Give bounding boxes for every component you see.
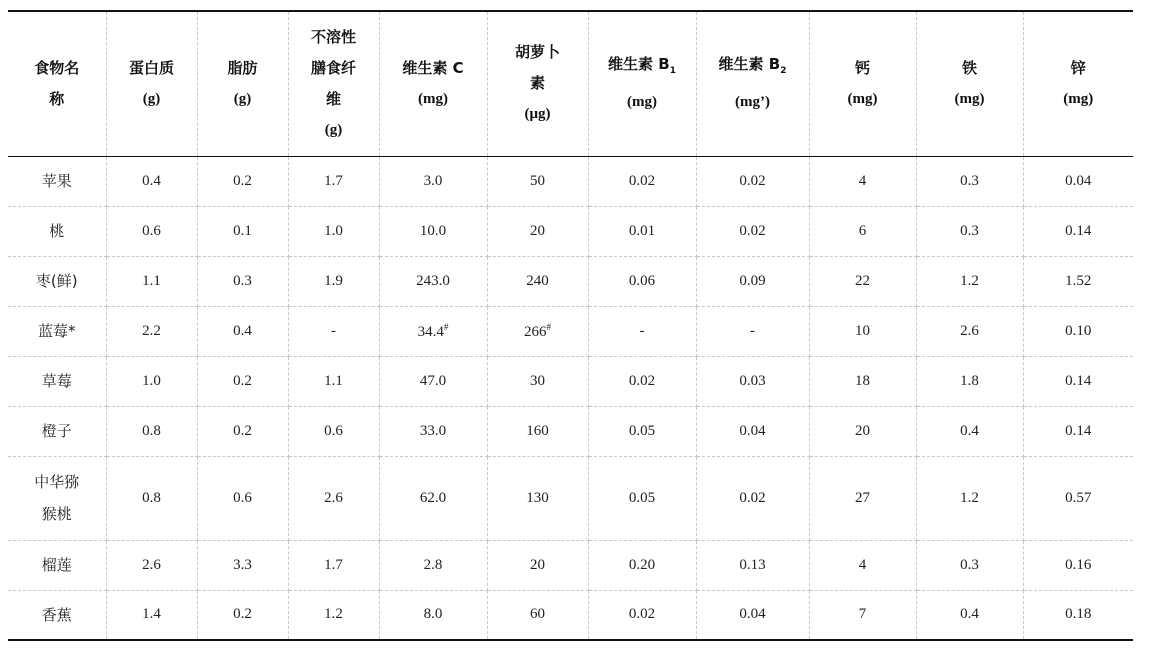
cell-value: 20 (530, 556, 545, 573)
value-cell (487, 256, 588, 306)
footnote-mark: # (546, 321, 551, 332)
food-name-cell (8, 356, 106, 406)
food-name-line: 榴莲 (41, 556, 72, 574)
value-cell (288, 590, 379, 640)
header-carotene-unit: (μg) (524, 106, 551, 123)
header-calcium-unit: (mg) (847, 90, 878, 107)
cell-value: 0.3 (960, 222, 979, 239)
cell-value: 0.14 (1065, 222, 1092, 239)
food-name-cell (8, 256, 106, 306)
value-cell (288, 356, 379, 406)
cell-value: 1.9 (324, 272, 343, 289)
value-cell (696, 590, 809, 640)
cell-value: - (750, 322, 755, 339)
value-cell (197, 540, 288, 590)
value-cell (588, 156, 696, 206)
cell-value: 0.04 (739, 422, 766, 439)
food-name-line: 枣(鲜) (35, 272, 78, 290)
cell-value: 1.7 (324, 172, 343, 189)
value-cell (588, 456, 696, 540)
value-cell (197, 256, 288, 306)
value-cell (288, 156, 379, 206)
value-cell (106, 406, 197, 456)
table-row (8, 206, 1133, 256)
header-calcium (809, 11, 916, 156)
cell-value: 0.3 (960, 556, 979, 573)
header-vitamin-c-unit: (mg) (418, 90, 448, 107)
value-cell (696, 156, 809, 206)
value-cell (1023, 456, 1133, 540)
value-cell (916, 540, 1023, 590)
header-fiber (288, 11, 379, 156)
cell-value: - (639, 322, 645, 339)
header-carotene-line: 素 (529, 74, 545, 93)
food-name-line: 中华猕 (34, 473, 80, 491)
cell-value: 18 (855, 372, 870, 389)
cell-value: 0.8 (142, 489, 161, 506)
header-vitamin-b1-main: 维生素 B (608, 55, 670, 74)
value-cell (379, 206, 487, 256)
cell-value: 1.4 (142, 606, 161, 623)
value-cell (696, 306, 809, 356)
cell-value: 1.7 (324, 556, 343, 573)
food-name-cell (8, 456, 106, 540)
cell-value: 0.02 (628, 606, 656, 623)
cell-value: 62.0 (419, 489, 447, 506)
cell-value: 0.4 (142, 172, 161, 189)
value-cell (696, 406, 809, 456)
value-cell (809, 256, 916, 306)
value-cell (809, 306, 916, 356)
header-protein-label: 蛋白质 (128, 58, 174, 77)
header-vitamin-b1-label (589, 49, 696, 87)
value-cell (1023, 406, 1133, 456)
header-vitamin-b2-label (697, 49, 809, 87)
value-cell (696, 356, 809, 406)
header-food-name (8, 11, 106, 156)
value-cell (1023, 256, 1133, 306)
value-cell (288, 406, 379, 456)
food-name-line: 苹果 (41, 172, 72, 190)
header-food-name-line: 食物名 (34, 58, 80, 77)
cell-value: 0.3 (960, 172, 979, 189)
cell-value: 4 (858, 172, 867, 189)
cell-value: 0.02 (739, 172, 766, 189)
cell-value: 1.2 (960, 489, 979, 506)
value-cell (197, 356, 288, 406)
value-cell (106, 540, 197, 590)
value-cell (916, 256, 1023, 306)
food-name-cell (8, 156, 106, 206)
value-cell (379, 256, 487, 306)
value-cell (197, 206, 288, 256)
cell-value: 6 (858, 222, 867, 239)
cell-value: - (331, 322, 336, 339)
cell-value: 0.05 (628, 489, 656, 506)
cell-value: 22 (855, 272, 870, 289)
value-cell (588, 540, 696, 590)
value-cell (588, 306, 696, 356)
cell-value: 1.0 (142, 372, 161, 389)
cell-value: 27 (855, 489, 870, 506)
cell-value: 0.6 (142, 222, 161, 239)
table-header (8, 11, 1133, 156)
value-cell (916, 156, 1023, 206)
cell-value: 2.6 (142, 556, 161, 573)
value-cell (696, 540, 809, 590)
value-cell (809, 590, 916, 640)
value-cell (1023, 356, 1133, 406)
food-name-cell (8, 590, 106, 640)
value-cell (487, 356, 588, 406)
cell-value: 0.02 (739, 222, 766, 239)
food-name-line: 橙子 (41, 422, 72, 440)
cell-value: 20 (530, 222, 545, 239)
header-fiber-line: 膳食纤 (310, 58, 356, 77)
value-cell (916, 206, 1023, 256)
value-cell (588, 356, 696, 406)
value-cell (696, 456, 809, 540)
cell-value: 1.2 (324, 606, 343, 623)
cell-value: 1.1 (142, 272, 161, 289)
value-cell (379, 456, 487, 540)
value-cell (288, 256, 379, 306)
cell-value: 3.0 (423, 172, 443, 189)
food-name-cell (8, 206, 106, 256)
header-iron-label: 铁 (961, 58, 977, 77)
value-cell (487, 406, 588, 456)
food-name-line: 蓝莓* (37, 322, 76, 340)
header-vitamin-b2-unit: (mg’) (735, 94, 770, 111)
header-fat (197, 11, 288, 156)
cell-value: 0.16 (1065, 556, 1092, 573)
header-vitamin-b2-main: 维生素 B (718, 55, 781, 74)
header-vitamin-c (379, 11, 487, 156)
value-cell (288, 306, 379, 356)
table-row (8, 156, 1133, 206)
header-vitamin-b2-subscript: 2 (780, 66, 787, 77)
cell-value: 0.03 (739, 372, 766, 389)
cell-value: 0.02 (628, 372, 656, 389)
cell-value: 0.04 (1065, 172, 1092, 189)
food-name-cell (8, 306, 106, 356)
cell-value: 0.09 (739, 272, 766, 289)
value-cell (197, 406, 288, 456)
value-cell (197, 590, 288, 640)
header-fat-label: 脂肪 (227, 58, 258, 77)
header-fiber-line: 不溶性 (310, 27, 356, 46)
nutrition-table (8, 10, 1133, 641)
cell-value: 0.4 (960, 606, 979, 623)
table-row (8, 406, 1133, 456)
value-cell (487, 456, 588, 540)
value-cell (379, 540, 487, 590)
cell-value: 4 (858, 556, 867, 573)
value-cell (809, 406, 916, 456)
cell-value: 0.02 (628, 172, 656, 189)
cell-value: 1.2 (960, 272, 979, 289)
cell-value: 0.10 (1065, 322, 1092, 339)
cell-value: 0.20 (628, 556, 656, 573)
value-cell (809, 206, 916, 256)
value-cell (379, 406, 487, 456)
cell-value: 2.2 (142, 322, 161, 339)
value-cell (379, 156, 487, 206)
table-row (8, 356, 1133, 406)
value-cell (106, 206, 197, 256)
value-cell (1023, 306, 1133, 356)
cell-value: 1.8 (960, 372, 979, 389)
header-calcium-label: 钙 (854, 58, 870, 77)
value-cell (1023, 156, 1133, 206)
footnote-mark: # (443, 321, 449, 332)
value-cell (197, 456, 288, 540)
cell-value: 7 (858, 606, 867, 623)
value-cell (696, 206, 809, 256)
food-name-cell (8, 540, 106, 590)
cell-value: 0.01 (628, 222, 656, 239)
cell-value: 1.52 (1065, 272, 1092, 289)
cell-value: 266 (524, 323, 547, 340)
header-vitamin-b2 (696, 11, 809, 156)
header-row (8, 11, 1133, 156)
table-row (8, 306, 1133, 356)
table-row (8, 540, 1133, 590)
value-cell (809, 156, 916, 206)
cell-value: 8.0 (423, 606, 443, 623)
cell-value: 47.0 (419, 372, 447, 389)
value-cell (809, 540, 916, 590)
cell-value: 33.0 (419, 422, 447, 439)
header-vitamin-b1-subscript: 1 (669, 66, 676, 77)
value-cell (916, 456, 1023, 540)
value-cell (106, 156, 197, 206)
cell-value: 240 (526, 272, 549, 289)
cell-value: 0.6 (233, 489, 252, 506)
header-zinc (1023, 11, 1133, 156)
cell-value: 60 (530, 606, 545, 623)
header-fiber-line: 维 (325, 89, 341, 108)
cell-value: 34.4 (417, 323, 444, 340)
value-cell (588, 206, 696, 256)
value-cell (916, 590, 1023, 640)
header-fat-unit: (g) (233, 90, 252, 107)
header-protein-unit: (g) (142, 90, 161, 107)
value-cell (379, 306, 487, 356)
cell-value: 0.18 (1065, 606, 1092, 623)
cell-value: 0.14 (1065, 372, 1092, 389)
value-cell (588, 406, 696, 456)
value-cell (379, 590, 487, 640)
cell-value: 0.8 (142, 422, 161, 439)
cell-value: 2.8 (423, 556, 443, 573)
cell-value: 0.05 (628, 422, 656, 439)
cell-value: 3.3 (233, 556, 252, 573)
cell-value: 0.14 (1065, 422, 1092, 439)
cell-value: 160 (526, 422, 549, 439)
header-zinc-unit: (mg) (1063, 90, 1094, 107)
value-cell (288, 206, 379, 256)
cell-value: 243.0 (416, 272, 450, 289)
cell-value: 0.4 (960, 422, 979, 439)
value-cell (379, 356, 487, 406)
cell-value: 1.1 (324, 372, 343, 389)
cell-value: 0.2 (233, 606, 252, 623)
table-body (8, 156, 1133, 640)
value-cell (1023, 540, 1133, 590)
cell-value: 30 (530, 372, 545, 389)
value-cell (487, 156, 588, 206)
header-vitamin-b1 (588, 11, 696, 156)
cell-value: 2.6 (960, 322, 979, 339)
food-name-cell (8, 406, 106, 456)
cell-value: 0.2 (233, 172, 252, 189)
header-vitamin-c-label: 维生素 C (402, 58, 464, 77)
value-cell (106, 306, 197, 356)
value-cell (288, 540, 379, 590)
value-cell (487, 540, 588, 590)
value-cell (487, 206, 588, 256)
food-name-line: 草莓 (41, 372, 72, 390)
table-row (8, 256, 1133, 306)
value-cell (106, 356, 197, 406)
table-row (8, 590, 1133, 640)
header-food-name-line: 称 (49, 89, 65, 108)
header-iron-unit: (mg) (954, 90, 985, 107)
cell-value: 0.02 (739, 489, 766, 506)
food-name-line: 猴桃 (41, 505, 72, 523)
value-cell (487, 306, 588, 356)
cell-value: 0.1 (233, 222, 252, 239)
cell-value: 0.2 (233, 372, 252, 389)
value-cell (1023, 206, 1133, 256)
value-cell (487, 590, 588, 640)
value-cell (916, 406, 1023, 456)
value-cell (588, 256, 696, 306)
value-cell (1023, 590, 1133, 640)
cell-value: 10.0 (419, 222, 447, 239)
value-cell (809, 456, 916, 540)
cell-value: 20 (855, 422, 870, 439)
value-cell (696, 256, 809, 306)
cell-value: 0.04 (739, 606, 766, 623)
cell-value: 0.4 (233, 322, 252, 339)
cell-value: 130 (526, 489, 549, 506)
cell-value: 0.3 (233, 272, 252, 289)
cell-value: 0.06 (628, 272, 656, 289)
cell-value: 0.13 (739, 556, 766, 573)
cell-value: 1.0 (324, 222, 343, 239)
header-protein (106, 11, 197, 156)
table-row (8, 456, 1133, 540)
cell-value: 0.57 (1065, 489, 1092, 506)
header-zinc-label: 锌 (1070, 58, 1086, 77)
cell-value: 10 (855, 322, 870, 339)
value-cell (106, 456, 197, 540)
header-carotene-line: 胡萝卜 (514, 43, 560, 62)
cell-value: 0.2 (233, 422, 252, 439)
value-cell (197, 306, 288, 356)
food-name-line: 香蕉 (41, 605, 72, 624)
cell-value: 50 (530, 172, 545, 189)
value-cell (106, 256, 197, 306)
value-cell (916, 356, 1023, 406)
header-fiber-unit: (g) (324, 121, 343, 138)
cell-value: 2.6 (324, 489, 343, 506)
header-iron (916, 11, 1023, 156)
header-carotene (487, 11, 588, 156)
cell-value: 0.6 (324, 422, 343, 439)
value-cell (916, 306, 1023, 356)
value-cell (106, 590, 197, 640)
food-name-line: 桃 (49, 222, 65, 240)
value-cell (197, 156, 288, 206)
header-vitamin-b1-unit: (mg) (627, 94, 657, 111)
value-cell (588, 590, 696, 640)
value-cell (809, 356, 916, 406)
value-cell (288, 456, 379, 540)
